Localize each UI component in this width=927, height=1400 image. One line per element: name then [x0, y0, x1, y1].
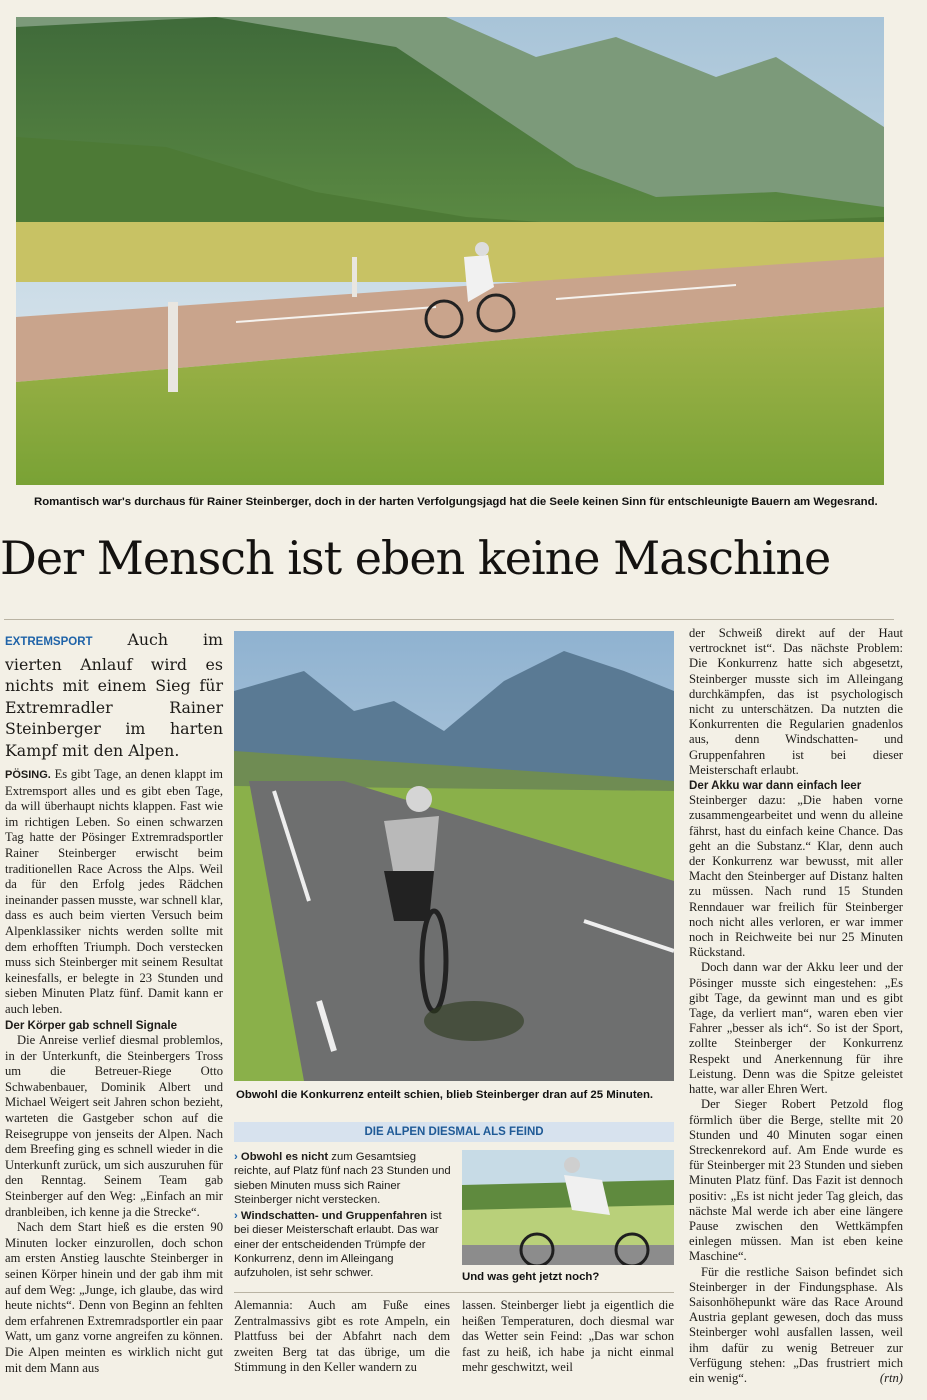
- infobox-item-bold: Windschatten- und Gruppenfahren: [240, 1210, 428, 1223]
- lead-paragraph: [5, 629, 223, 761]
- infobox-title: DIE ALPEN DIESMAL ALS FEIND: [234, 1122, 674, 1142]
- body-paragraph: Steinberger dazu: „Die haben vorne zusammengearbeitet und wenn du alleine fährst, hast du einfach keine Chance. Das geht an die Substanz.“ Klar, denn auch der Konkurrenz war bewusst, mit aller Macht den Steinberger auf Distanz halten zu müssen. Nach rund 15 Stunden Renndauer war freilich für Steinberger noch nicht alles verloren, er war immer noch in Reichweite bei nur 25 Minuten Rückstand.: [689, 793, 903, 960]
- body-paragraph: lassen. Steinberger liebt ja eigentlich die heißen Temperaturen, doch diesmal war das Wetter sein Feind: „Das war schon fast zu heiß, ich habe ja nicht einmal mehr geschwitzt, weil: [462, 1298, 674, 1375]
- infobox-photo-caption: Und was geht jetzt noch?: [462, 1271, 600, 1283]
- lead-text: Auch im vierten Anlauf wird es nichts mit einem Sieg für Extremradler Rainer Steinberger im harten Kampf mit den Alpen.: [5, 630, 223, 760]
- right-column: [689, 626, 903, 1386]
- kicker: EXTREMSPORT: [5, 636, 93, 648]
- center-bottom-col2: [462, 1298, 674, 1376]
- arrow-icon: ›: [234, 1151, 238, 1163]
- body-paragraph: Doch dann war der Akku leer und der Pösinger musste sich eingestehen: „Es gibt Tage, da gewinnt man und es gibt Tage, da verliert man“, waren eben vier Fahrer „besser als ich“. So ist der Sport, zollte Steinberger der Konkurrenz Respekt und Anerkennung für ihre Leistung. Denn was die Spitze geleistet hatte, war aller Ehren Wert.: [689, 960, 903, 1097]
- body-paragraph: Der Sieger Robert Petzold flog förmlich über die Berge, stellte mit 20 Stunden und 40 Minuten sogar einen Streckenrekord auf. Am Ende wurde es für Steinberger mit 23 Stunden und sieben Minuten Platz fünf. Das Fazit ist dennoch positiv: „Es ist nicht jeder Tag gleich, das nächste Mal werde ich aber eine längere Pause zwischen den Wettkämpfen einlegen müssen. Man ist eben keine Maschine“.: [689, 1097, 903, 1264]
- center-bottom-col1: [234, 1298, 450, 1376]
- infobox-item-bold: Obwohl es nicht: [240, 1151, 329, 1163]
- divider: [234, 1292, 674, 1293]
- infobox-item: [234, 1150, 452, 1207]
- subheading: Der Körper gab schnell Signale: [5, 1018, 178, 1032]
- body-paragraph: Die Anreise verlief diesmal problemlos, in der Unterkunft, die Steinbergers Tross um die Betreuer-Riege Otto Schwabenbauer, Dominik Albert und Michael Weigert seit Jahren schon bezieht, warteten die Gastgeber schon auf die Reisegruppe von jenseits der Alpen. Nach dem Breefing ging es schnell wieder in die Unterkunft zurück, um sich auszuruhen für den Renntag. Seinem Team gab Steinberger auf den Weg: „Einfach an mir dranbleiben, ich kenne ja die Strecke“.: [5, 1033, 223, 1219]
- top-photo: [16, 17, 884, 485]
- center-photo-caption: Obwohl die Konkurrenz enteilt schien, blieb Steinberger dran auf 25 Minuten.: [236, 1089, 654, 1101]
- body-paragraph: Nach dem Start hieß es die ersten 90 Minuten locker einzurollen, doch schon am ersten Anstieg lauschte Steinberger in seinen Körper hinein und der gab ihm mit auf dem Weg: „Junge, ich glaube, das wird heute nichts“. Denn von Beginn an fehlten dem erfahrenen Extremradsportler ein paar Watt, um ganz vorne angreifen zu können. Die Alpen meinten es wirklich nicht gut mit dem Mann aus: [5, 1220, 223, 1375]
- subheading: Der Akku war dann einfach leer: [689, 779, 862, 793]
- body-paragraph: [5, 767, 223, 1018]
- infobox-item-text: zum Gesamtsieg reichte, auf Platz fünf nach 23 Stunden und sieben Minuten muss sich Rainer Steinberger nicht verstecken.: [234, 1151, 451, 1206]
- signature: (rtn): [879, 1370, 903, 1385]
- left-column: [5, 629, 223, 1376]
- body-text: Es gibt Tage, an denen klappt im Extremsport alles und es gibt eben Tage, da will überhaupt nichts klappen. Fast wie im richtigen Leben. So einen schwarzen Tag hatte der Pösinger Extremradsportler Rainer Steinberger erwischt beim traditionellen Race Across the Alps. Weil da für den Erfolg jedes Rädchen ineinander passen musste, war schnell klar, dass es auch beim vierten Versuch beim Alpenklassiker nichts werden sollte mit dem erhofften Triumph. Doch verstecken muss sich Steinberger mit seinem Resultat keinesfalls, er belegte in 23 Stunden und sieben Minuten Platz fünf. Damit kann er auch leben.: [5, 767, 223, 1016]
- infobox-item: [234, 1209, 452, 1280]
- body-paragraph: [689, 1265, 903, 1387]
- headline: Der Mensch ist eben keine Maschine: [0, 531, 831, 585]
- divider: [4, 619, 894, 620]
- infobox-text: [234, 1150, 452, 1281]
- center-photo: [234, 631, 674, 1081]
- body-paragraph: der Schweiß direkt auf der Haut vertrocknet ist“. Das nächste Problem: Die Konkurrenz hatte sich abgesetzt, Steinberger musste sich im Alleingang durchkämpfen, das ist psychologisch nicht zu unterschätzen. Da nutzten die Konkurrenten die Regularien gnadenlos aus, denn Windschatten- und Gruppenfahren ist bei dieser Meisterschaft erlaubt.: [689, 626, 903, 777]
- infobox-item-text: ist bei dieser Meisterschaft erlaubt. Das war einer der entscheidenden Trümpfe der Konkurrenz, denn im Alleingang aufzuholen, ist sehr schwer.: [234, 1210, 442, 1280]
- arrow-icon: ›: [234, 1210, 238, 1223]
- body-paragraph: Alemannia: Auch am Fuße eines Zentralmassivs gibt es rote Ampeln, ein Plattfuss bei der Abfahrt nach dem zweiten Berg tat das übrige, um die Stimmung in den Keller wandern zu: [234, 1298, 450, 1375]
- dateline: PÖSING.: [5, 769, 51, 781]
- body-text: Für die restliche Saison befindet sich Steinberger in der Findungsphase. Als Saisonhöhepunkt wäre das Race Around Austria geplant gewesen, doch das muss Steinberger wohl ausfallen lassen, weil ihm dafür zu wenig Betreuer zur Verfügung stehen: „Das frustriert mich ein wenig“.: [689, 1264, 903, 1385]
- infobox-photo: [462, 1150, 674, 1265]
- top-photo-caption: Romantisch war's durchaus für Rainer Steinberger, doch in der harten Verfolgungsjagd hat die Seele keinen Sinn für entschleunigte Bauern am Wegesrand.: [34, 496, 878, 508]
